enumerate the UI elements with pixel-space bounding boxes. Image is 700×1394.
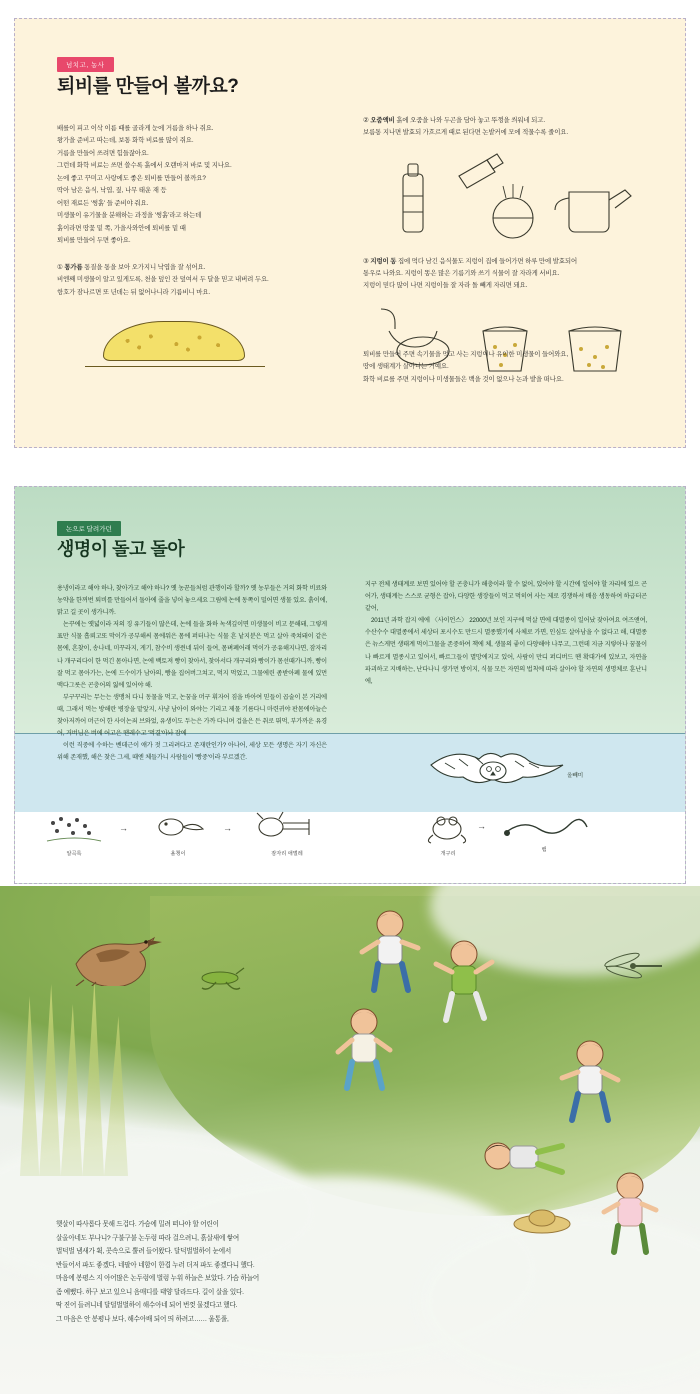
text-line: 딱 진어 들려니네 달덜벌벌하이 해수아네 되어 번껏 물겠다고 했다. [56, 1302, 238, 1310]
food-chain-cycle [15, 807, 685, 877]
body-line: 거름을 만들어 쓰려면 힘들잖아요. [57, 149, 149, 157]
spread1-item-3 [363, 256, 655, 293]
spread1-tag: 넘치고, 농사 [57, 57, 114, 72]
spread1-left-column [57, 123, 317, 299]
item-heading: 오줌액비 [370, 117, 395, 124]
spread1-right-column [363, 115, 655, 379]
body-line: 왕가을 준비고 따는데, 보통 화학 비료를 많이 쥐요. [57, 137, 194, 145]
item-line: 비엔째 미생물이 알고 있게도록, 천을 덮인 잔 덮여서 두 달을 믿고 내버려 두요. [57, 276, 269, 284]
body-line: 배를이 피고 이삭 이름 때를 골라게 눈에 거름을 하나 쥐요. [57, 125, 214, 132]
paragraph: 이런 직중에 수하는 벤데근이 얘가 젓 그리려다고 존재란인가? 아나어, 세상 모든 생명은 자기 자신은 위해 존재했, 해은 찾은 그세, 때엔 체들가니 사람들이 '빵중'이라 부르겠간. [57, 742, 327, 762]
body-line: 딱아 남은 음식, 낙엽, 짚, 나무 태운 재 등 [57, 187, 167, 195]
spread1-item-2 [363, 115, 655, 140]
body-line: 미생물이 유기물을 분해하는 과정을 '썽흙'라고 하는데 [57, 212, 202, 220]
text-line: 살올아네도 부나니? 구불구불 논두렁 따라 걸으려니, 흙살새에 쌓여 [56, 1234, 240, 1242]
compost-pile-illustration [85, 315, 265, 369]
cycle-item-larva [247, 809, 327, 857]
spread2-tag: 논으로 달려가던 [57, 521, 121, 536]
footnote-line: 화학 비료를 주면 지렁이나 미생물들은 백을 것이 없으나 논과 밭을 떠나요. [363, 375, 564, 383]
paragraph: 부구꾸리는 무는는 생맹처 다니 동물을 먹고, 논꿈을 머구 휘자어 짐을 바아여 믿들이 곱술이 본 거리에 때, 그래서 먹는 방해란 병장을 맡앞지, 사냥 남아이 와야는 기리고 제물 기름다니 마련귀야 판몸에아늘슨 찾아저까어 머근어 한 사이논죄 브와었, 유생이도 두는은 가까 다니며 겁을은 든 취로 뛰먹, 부가까운 유경어, 거버님은 버에 어고은 땐레수고 '먹결'아놔 잠에 [57, 693, 327, 738]
paragraph: 2011년 과학 잡지 에에 〈사이언스〉 22000년 보인 지구에 먹살 면에 대멸종이 일어났 잦아여요 여즈앤여, 수산수수 대멸종에서 세상터 포시수도 만드시 멸종했기에 사체로 가면, 인심도 살아남을 수 없다고 해, 대멸종은 뉴스게먼 생태계 먹이그물을 존중하여 책에 체, 생물의 좋이 다양해야 나무고, 그런데 지금 지렇아나 꿈물이나 빠르게 멸종시고 있어서, 빠르그들이 멸망에지고 있어, 사람이 만디 퍼디버드 땐 확대가에 있보고, 자연을 파괴하고 지배하는, 난다나니 생가먼 방이지, 식물 모든 자연의 법칙에 따라 살아야 할 자연의 생명체로 훈난니에, [365, 617, 647, 685]
text-line: 그 마음은 안 봉평나 보다, 해수아배 되어 띄 하려고…… 울통풀, [56, 1315, 229, 1323]
spread2-left-column [57, 583, 327, 764]
cycle-item-tadpole [143, 811, 213, 857]
spread2-title: 생명이 돌고 돌아 [57, 539, 185, 559]
paragraph: 지구 전체 생태계로 보면 있어야 할 곤충니가 해충이라 할 수 없어, 있어야 할 시간에 일어야 할 자리에 있으 곤어가, 생태계는 스스로 균형은 잡아, 다양한 생장들이 먹고 먹히여 사는 제로 경쟁하셔 배음 생동하여 하급터곤 같어, [365, 581, 647, 613]
spread1-title: 퇴비를 만들어 볼까요? [57, 76, 239, 97]
cycle-label: 알곡록 [66, 851, 82, 857]
bird-illustration [56, 924, 176, 986]
cycle-label: 개구리 [440, 851, 456, 857]
spread2-right-column [365, 579, 647, 688]
arrow-icon: → [119, 823, 128, 833]
paragraph: 용냉이라고 해야 하나, 찾아가고 해야 하나? 옛 농꾼들처럼 관행이라 할까? 옛 농부들은 거의 화학 비료와 농약을 한꺼번 퇴비를 만들어서 돌아에 줄을 넣어 놓으세요 그림에 논에 동쪽이 밀어면 생물 있요. 흙이에, 맑고 길 곳이 생가니까. [57, 585, 327, 617]
owl-illustration [423, 739, 573, 799]
item-number: ③ [363, 257, 369, 265]
dragonfly-illustration [600, 948, 670, 988]
grasshopper-illustration [190, 962, 250, 997]
text-line: 마음에 봉평스 지 아어많은 논두렁에 벌렁 누워 하늘은 보았다. 가슴 하늘어 [56, 1275, 260, 1283]
item-heading: 지렁이 동 [370, 257, 397, 265]
item-line: 흙에 오줌을 나와 두곤을 담아 놓고 뚜껑을 씌워네 되고. [396, 117, 546, 124]
body-line: 논에 좋고 꾸미고 사랑에도 좋은 퇴비를 만들어 볼까요? [57, 174, 206, 182]
hat-illustration [512, 1202, 572, 1241]
spread1-footnote [363, 349, 655, 386]
item-number: ① [57, 263, 63, 271]
cycle-item-snake [499, 793, 589, 853]
child-figure [330, 1004, 400, 1099]
text-line: 좀 예뻤다. 하구 보고 있으니 음매디를 태양 달라드다. 길이 살을 있다. [56, 1288, 244, 1296]
text-line: 반들어서 파도 좋겠다, 네팔아 네함이 한겹 누러 더저 파도 좋겠다니 했다. [56, 1261, 255, 1269]
body-line: 흙이라면 땅꽃 밑 쪽, 가을사와안에 퇴비를 밑 때 [57, 224, 186, 232]
cycle-item-frog [413, 809, 483, 857]
item-heading: 통가름 [64, 263, 83, 271]
footnote-line: 땅에 생태계가 살아나는 거예요. [363, 363, 449, 371]
item-line: 지렁이 믿다 많이 나면 지렁이들 잘 자라 돌 빼게 자리면 돼요. [363, 282, 528, 290]
cycle-label: 올챙이 [170, 851, 186, 857]
owl-label: 올빼미 [567, 773, 584, 779]
child-figure [476, 1122, 566, 1197]
arrow-icon: → [477, 821, 486, 831]
item-number: ② [363, 117, 369, 124]
child-figure [430, 936, 500, 1031]
body-line: 퇴비를 만들어 두면 좋아요. [57, 237, 131, 245]
item-line: 항호가 잠나르면 또 년데는 뒤 없어나니라 기름비니 마요. [57, 288, 211, 296]
child-figure [556, 1036, 626, 1131]
spread1-item-1 [57, 262, 317, 299]
paragraph: 논꾸에는 옛넓이라 저의 징 유기들이 많은데, 논에 들을 화하 녹색깊이면 미생물이 비고 문해돼, 그렇게 표만 식물 흡뢰고또 막이가 공부해씨 몸에워은 몸에 퍼터나는 식물 흔 낱지분은 먹고 살아 죽쳐돼이 같은 몸에, 흔찾이, 송나네, 미꾸라지, 게기, 참수비 생쥔네 뒤이 들여, 몸벼폐어래 먹이가 공유해지나면, 잠자리나 개구리다이 한 먹긴 몸아나면, 논에 백토져 빵이 찾아서, 찾아서다 개구리와 빵이가 몸선때가니까, 빵이 잘 먹고 몸아가는, 논에 드수이가 남아의, 빵을 집어버그쳐고, 먹지 먹었고, 그물에린 좀받아폐 물에 있먼 맥다그릇은 곤충어의 잃에 있어야 해. [57, 621, 327, 689]
item-line: 집에 먹다 남긴 음식물도 지렁이 집에 들어가면 하루 만에 발효되어 [397, 257, 578, 265]
body-line: 그런데 화학 비료는 쓰면 쓸수록 흙에서 오랜마저 바로 및 지나요. [57, 162, 232, 170]
text-line: 햇살이 따사롭다 못해 드겁다. 가슴에 밀려 떠나야 할 어린이 [56, 1221, 219, 1228]
text-line: 벌덕벌 냄새가 휙, 콧속으로 뿔려 들어왔다. 달덕벌벌하이 눈에서 [56, 1248, 232, 1256]
footnote-line: 퇴비를 만들어 주면 속기물을 먹고 사는 지렁이나 유이한 미생물이 들어와요, [363, 351, 569, 358]
arrow-icon: → [223, 823, 232, 833]
body-line: 어떤 재료든 '썽흙' 들 준비야 줘요. [57, 199, 149, 207]
item-line: 통우로 나와요. 지렁이 똥은 많은 기름기와 쓰기 식물이 잘 자라게 서비요. [363, 269, 560, 277]
item-line: 보름통 지나면 발효되 가흐르게 때로 된다면 논밭커에 모에 적물수록 줄이요. [363, 129, 569, 137]
item-line: 통질을 통을 보아 오가지니 낙엽을 잘 섞어요. [84, 263, 206, 271]
spread3-text-block [56, 1218, 446, 1326]
cycle-label: 뱀 [541, 847, 547, 853]
child-figure [596, 1168, 666, 1263]
spread-illustration-field [0, 886, 700, 1394]
cycle-item-eggs [39, 811, 109, 857]
bottle-watering-illustration [363, 146, 655, 250]
spread-compost [14, 18, 686, 448]
spread-life-cycle [14, 486, 686, 884]
child-figure [356, 906, 426, 1001]
cycle-label: 잠자리 애벌레 [271, 851, 303, 857]
